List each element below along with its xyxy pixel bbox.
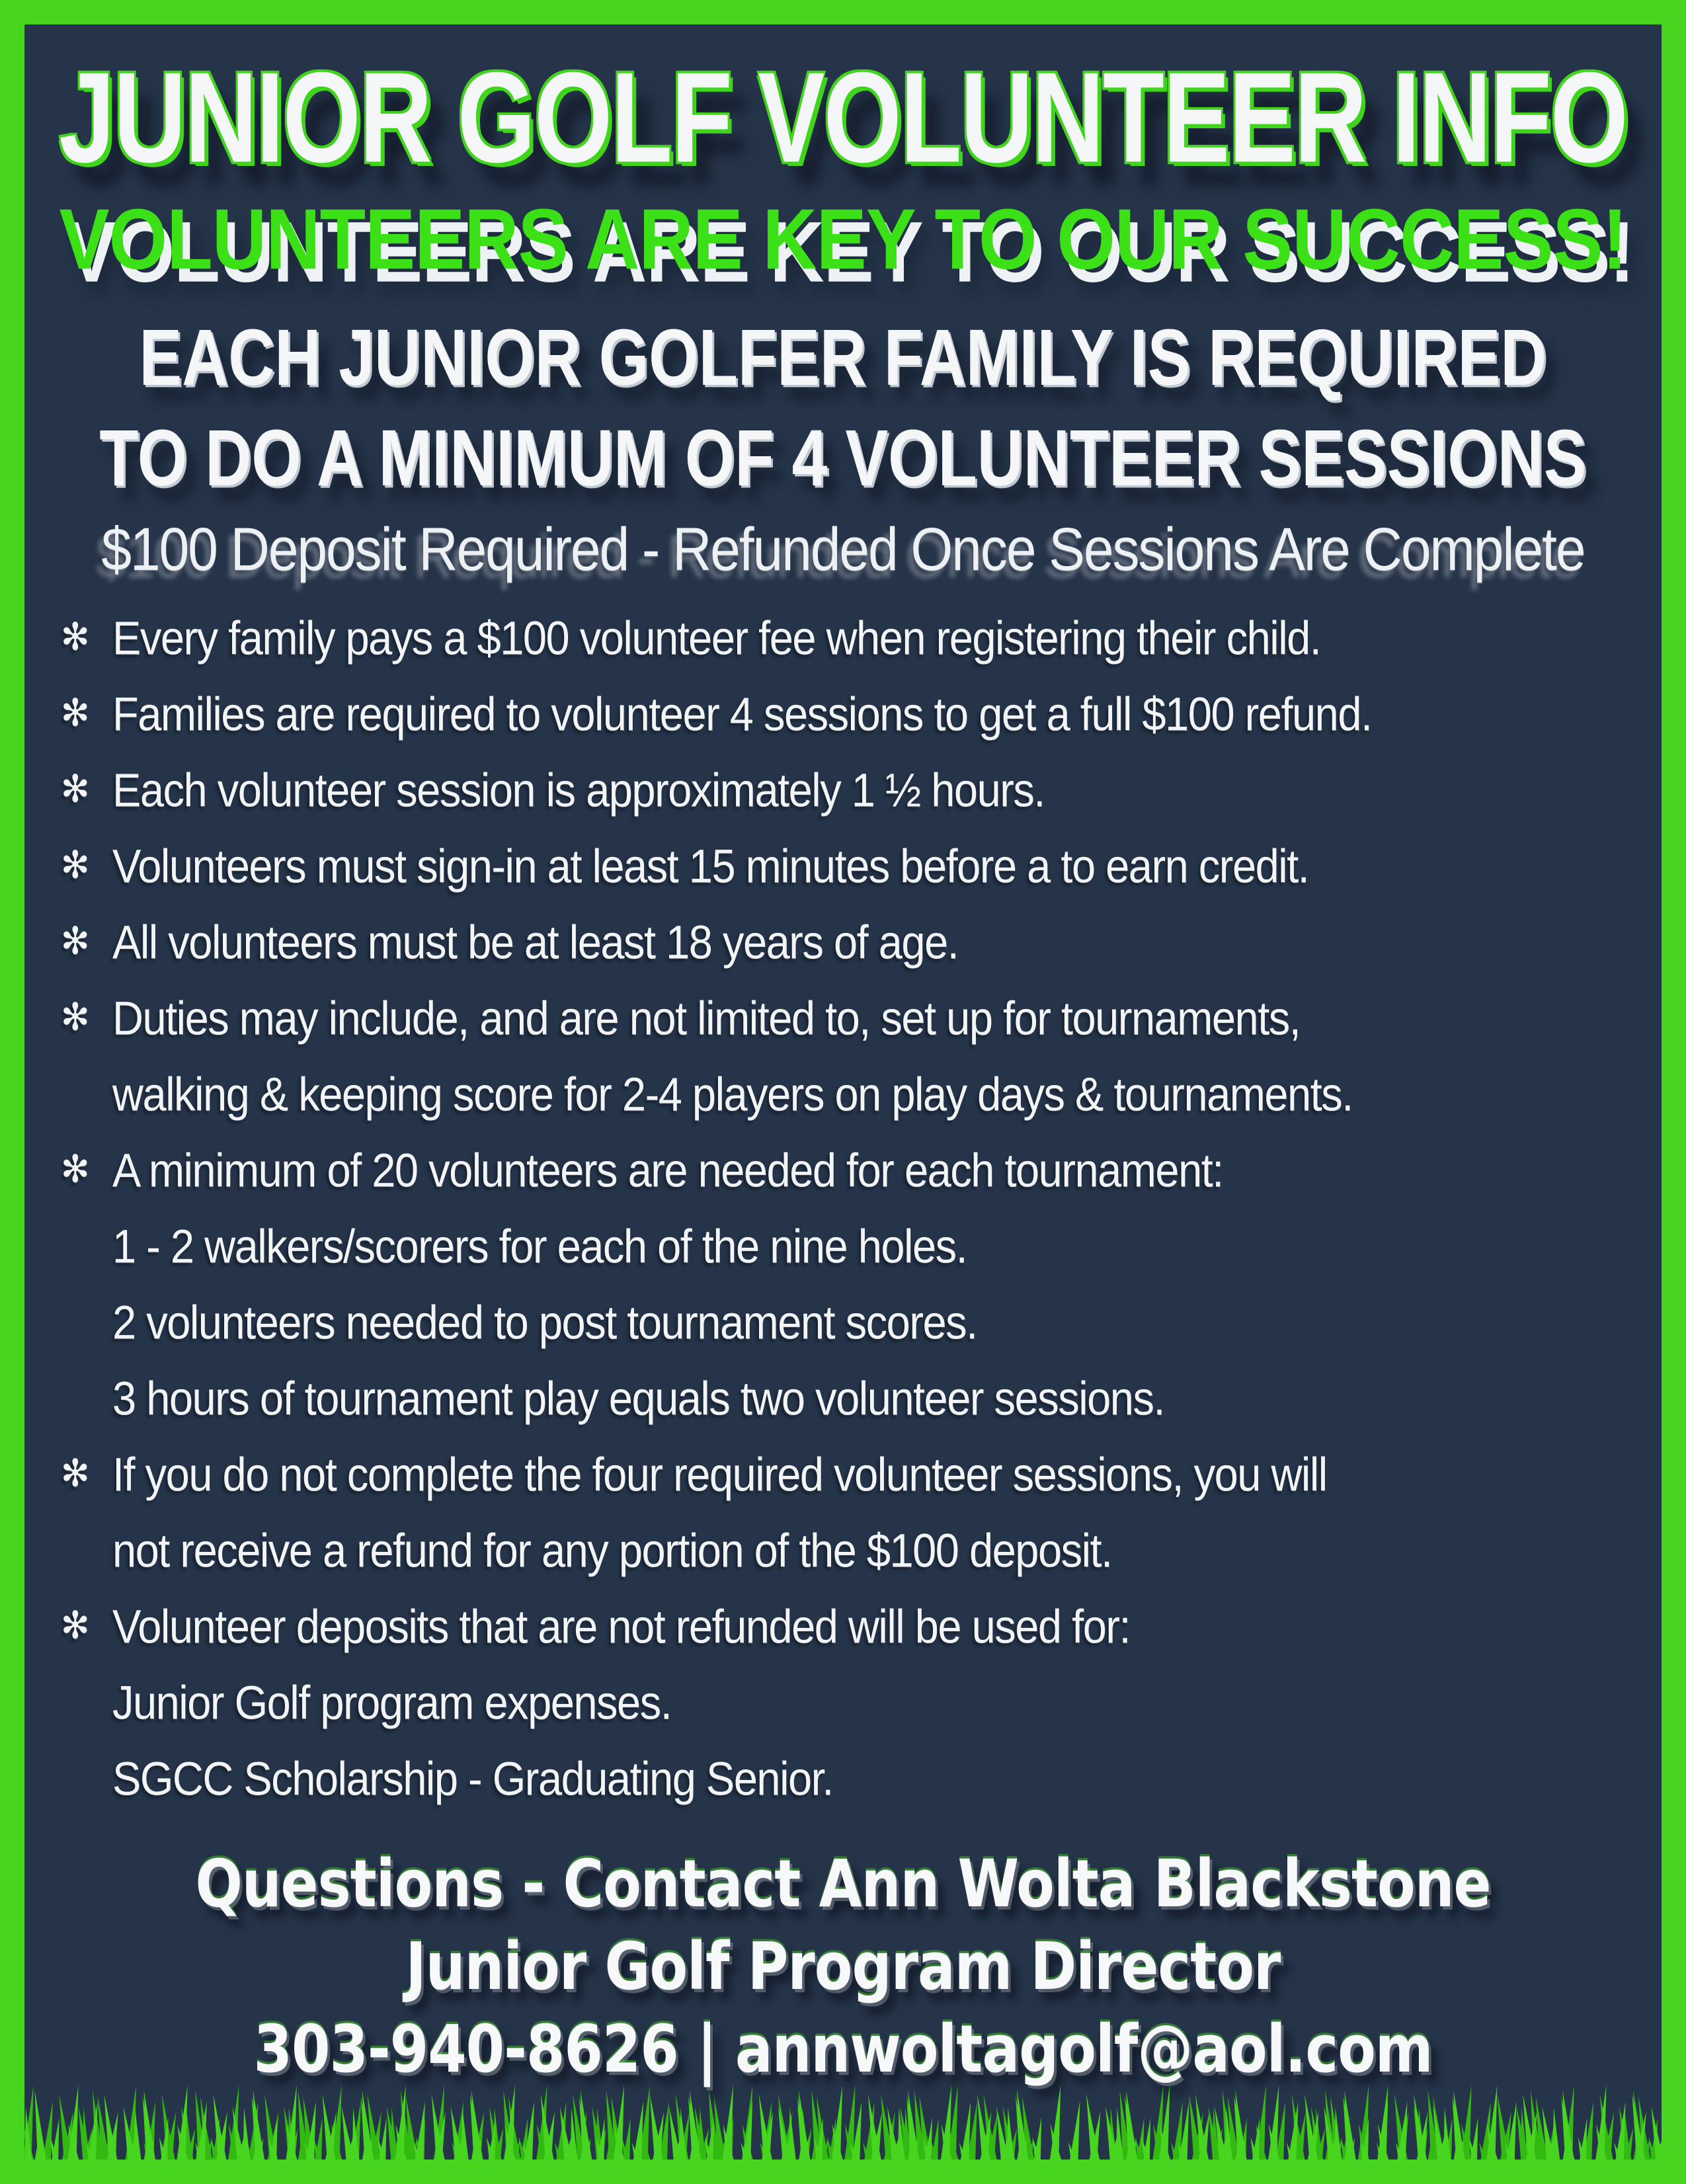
bullet-text: Junior Golf program expenses. (112, 1676, 672, 1729)
flyer-background (24, 24, 1662, 2160)
flower-asterisk-icon: ✻ (61, 919, 89, 963)
bullet-text: Duties may include, and are not limited to, set up for tournaments, (112, 991, 1301, 1045)
contact-questions-line: Questions - Contact Ann Wolta Blackstone (195, 1845, 1491, 1922)
bullet-continuation (61, 1660, 1625, 1744)
flower-asterisk-icon: ✻ (61, 1147, 89, 1192)
flower-asterisk-icon: ✻ (61, 1603, 89, 1648)
bullet-text: SGCC Scholarship - Graduating Senior. (112, 1752, 833, 1805)
bullet-text: If you do not complete the four required volunteer sessions, you will (112, 1447, 1327, 1501)
bullet-text: Every family pays a $100 volunteer fee when registering their child. (112, 611, 1321, 665)
flower-asterisk-icon: ✻ (61, 615, 89, 659)
page-title: JUNIOR GOLF VOLUNTEER INFO (59, 46, 1627, 190)
bullet-item (61, 1128, 1625, 1212)
bullet-continuation (61, 1280, 1625, 1364)
bullet-text: 2 volunteers needed to post tournament scores. (112, 1295, 977, 1349)
bullet-list (24, 600, 1662, 1816)
bullet-item (61, 976, 1625, 1060)
bullet-continuation (61, 1356, 1625, 1440)
contact-phone-email-line: 303-940-8626 | annwoltagolf@aol.com (253, 2011, 1433, 2087)
flower-asterisk-icon: ✻ (61, 767, 89, 811)
bullet-text: Volunteer deposits that are not refunded will be used for: (112, 1599, 1131, 1653)
bullet-text: Families are required to volunteer 4 sessions to get a full $100 refund. (112, 687, 1372, 741)
bullet-text: Volunteers must sign-in at least 15 minutes before a to earn credit. (112, 839, 1309, 893)
bullet-text: Each volunteer session is approximately 1 ½ hours. (112, 763, 1045, 817)
bullet-item (61, 748, 1625, 832)
bullet-item (61, 900, 1625, 984)
bullet-item (61, 1432, 1625, 1516)
flower-asterisk-icon: ✻ (61, 843, 89, 887)
contact-block (24, 1843, 1662, 2091)
bullet-continuation (61, 1204, 1625, 1288)
bullet-continuation (61, 1736, 1625, 1820)
bullet-continuation (61, 1508, 1625, 1592)
requirement-line-1: EACH JUNIOR GOLFER FAMILY IS REQUIRED (139, 312, 1547, 402)
requirement-line-2: TO DO A MINIMUM OF 4 VOLUNTEER SESSIONS (99, 413, 1587, 503)
bullet-item (61, 596, 1625, 680)
bullet-text: walking & keeping score for 2-4 players on play days & tournaments. (112, 1067, 1353, 1121)
bullet-item (61, 824, 1625, 908)
deposit-note: $100 Deposit Required - Refunded Once Sessions Are Complete (101, 516, 1585, 584)
requirement-heading (24, 307, 1662, 508)
contact-role-line: Junior Golf Program Director (405, 1928, 1281, 2005)
flower-asterisk-icon: ✻ (61, 995, 89, 1039)
bullet-item (61, 672, 1625, 756)
flower-asterisk-icon: ✻ (61, 1451, 89, 1496)
bullet-text: A minimum of 20 volunteers are needed for each tournament: (112, 1143, 1223, 1197)
bullet-text: not receive a refund for any portion of the $100 deposit. (112, 1523, 1112, 1577)
bullet-text: 1 - 2 walkers/scorers for each of the nine holes. (112, 1219, 967, 1273)
bullet-continuation (61, 1052, 1625, 1136)
bullet-item (61, 1584, 1625, 1668)
grass-illustration (24, 2081, 1662, 2160)
bullet-text: All volunteers must be at least 18 years of age. (112, 915, 959, 969)
subtitle: VOLUNTEERS ARE KEY TO OUR SUCCESS! (59, 192, 1627, 288)
bullet-text: 3 hours of tournament play equals two volunteer sessions. (112, 1371, 1165, 1425)
flower-asterisk-icon: ✻ (61, 691, 89, 735)
